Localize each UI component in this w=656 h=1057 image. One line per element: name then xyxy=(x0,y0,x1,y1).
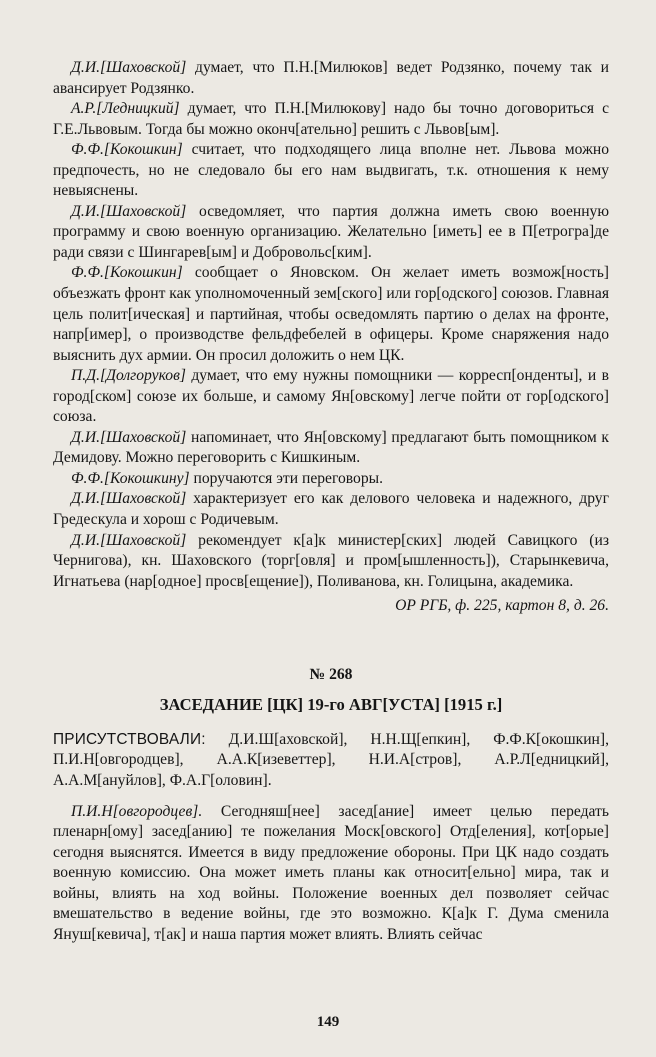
speaker-name: Д.И.[Шаховской] xyxy=(71,428,187,446)
paragraph-text: Сегодняш[нее] засед[ание] имеет целью передать пленарн[ому] засед[анию] те пожелания Моск[овского] Отд[еления], кот[орые] сегодня выяснятся. Имеется в виду предложение обороны. При ЦК надо создать военную комиссию. Она может иметь планы как относит[ельно] мира, так и войны, влиять на ход войны. Положение военных дел позволяет сейчас вмешательство в ведение войны, где это возможно. К[а]к Г. Дума сменила Януш[кевича], т[ак] и наша партия может влиять. Влиять сейчас xyxy=(53,802,609,943)
paragraph xyxy=(53,202,609,264)
paragraph xyxy=(53,802,609,946)
attendees-label: ПРИСУТСТВОВАЛИ: xyxy=(53,730,206,748)
document-body xyxy=(53,58,609,945)
speaker-name: П.Д.[Долгоруков] xyxy=(71,367,186,385)
paragraph xyxy=(53,263,609,366)
speaker-name: Д.И.[Шаховской] xyxy=(71,531,187,549)
attendees-names: Д.И.Ш[аховской], Н.Н.Щ[епкин], Ф.Ф.К[окошкин], П.И.Н[овгородцев], А.А.К[изеветтер], Н.И.А[стров], А.Р.Л[едницкий], А.А.М[ануйлов], Ф.А.Г[оловин]. xyxy=(53,730,609,789)
speaker-name: Д.И.[Шаховской] xyxy=(71,490,187,508)
section-heading: ЗАСЕДАНИЕ [ЦК] 19-го АВГ[УСТА] [1915 г.] xyxy=(159,695,503,715)
attendees-list xyxy=(53,730,609,792)
paragraph-text: думает, что П.Н.[Милюкову] надо бы точно договориться с Г.Е.Львовым. Тогда бы можно оконч[ательно] решить с Львов[ым]. xyxy=(53,100,609,138)
paragraph-text: думает, что ему нужны помощники — корресп[онденты], и в город[ском] союзе их больше, и самому Ян[овскому] легче пойти от гор[одского] союза. xyxy=(53,367,609,426)
paragraph xyxy=(53,428,609,469)
paragraph xyxy=(53,99,609,140)
speaker-name: Д.И.[Шаховской] xyxy=(71,202,187,220)
paragraph xyxy=(53,469,609,490)
paragraph-text: рекомендует к[а]к министер[ских] людей Савицкого (из Чернигова), кн. Шаховского (торг[овля] и пром[ышленность]), Старынкевича, Игнатьева (нар[одное] просв[ещение]), Поливанова, кн. Голицына, академика. xyxy=(53,531,609,590)
archive-source-note: ОР РГБ, ф. 225, картон 8, д. 26. xyxy=(395,597,609,615)
speaker-name: Ф.Ф.[Кокошкин] xyxy=(71,264,183,282)
paragraph-text: осведомляет, что партия должна иметь свою военную программу и свою военную организацию. Желательно [иметь] ее в П[етрогра]де ради связи с Шингарев[ым] и Добровольс[ким]. xyxy=(53,202,609,261)
page-number: 149 xyxy=(316,1014,340,1030)
paragraph-text: напоминает, что Ян[овскому] предлагают быть помощником к Демидову. Можно переговорить с Кишкиным. xyxy=(53,428,609,467)
speaker-name: А.Р.[Ледницкий] xyxy=(71,100,180,118)
speaker-name: П.И.Н[овгородцев]. xyxy=(71,802,203,820)
paragraph-text: сообщает о Яновском. Он желает иметь возмож[ность] объезжать фронт как уполномоченный зем[ского] или гор[одского] союзов. Главная цель полит[ическая] и партийная, чтобы осведомлять партию о делах на фронте, напр[имер], о производстве фельдфебелей в офицеры. Кроме снаряжения надо выяснить дух армии. Он просил доложить о нем ЦК. xyxy=(53,264,609,364)
document-number: № 268 xyxy=(309,665,353,683)
paragraph-text: характеризует его как делового человека и надежного, друг Гредескула и хорош с Родичевым. xyxy=(53,490,609,529)
paragraph xyxy=(53,58,609,99)
paragraph xyxy=(53,531,609,593)
paragraph xyxy=(53,489,609,530)
paragraph xyxy=(53,140,609,202)
paragraph-text: думает, что П.Н.[Милюков] ведет Родзянко, почему так и авансирует Родзянко. xyxy=(53,59,609,97)
speaker-name: Ф.Ф.[Кокошкин] xyxy=(71,141,183,159)
speaker-name: Ф.Ф.[Кокошкину] xyxy=(71,469,190,487)
paragraph-text: поручаются эти переговоры. xyxy=(189,469,383,487)
paragraph xyxy=(53,366,609,428)
speaker-name: Д.И.[Шаховской] xyxy=(71,59,187,76)
paragraph-text: считает, что подходящего лица вполне нет. Львова можно предпочесть, но не следовало бы его нам выдвигать, т.к. отношения к нему невыяснены. xyxy=(53,141,609,200)
